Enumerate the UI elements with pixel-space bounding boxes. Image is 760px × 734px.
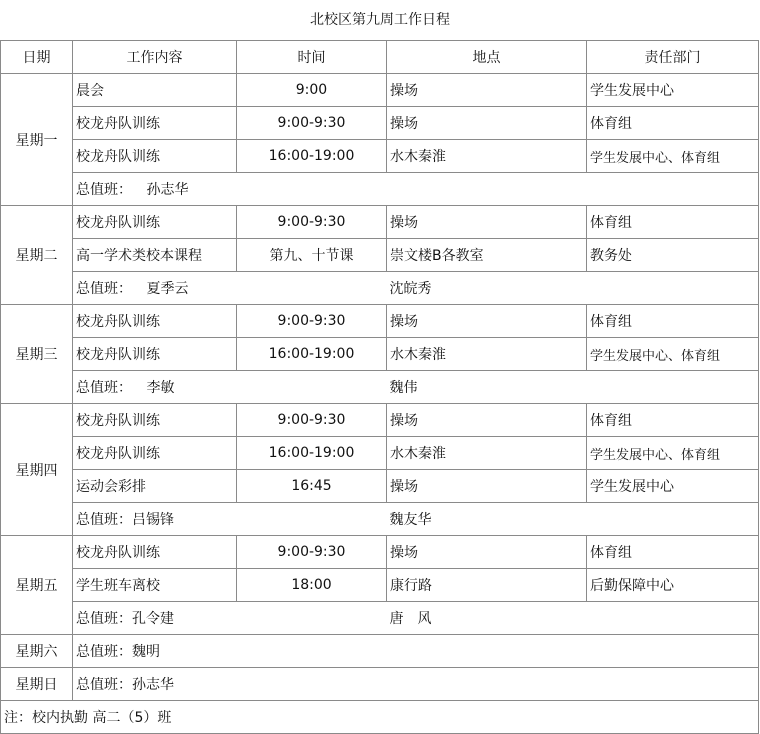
time-cell: 16:00-19:00 — [237, 437, 387, 470]
table-row — [1, 206, 759, 239]
place-cell: 水木秦淮 — [387, 338, 587, 371]
table-row — [1, 404, 759, 437]
time-cell: 9:00-9:30 — [237, 536, 387, 569]
dept-cell: 体育组 — [587, 404, 759, 437]
dept-cell: 学生发展中心、体育组 — [587, 437, 759, 470]
duty-person: 李敏 — [146, 380, 175, 396]
dept-cell: 学生发展中心 — [587, 74, 759, 107]
content-cell: 校龙舟队训练 — [73, 338, 237, 371]
content-cell: 运动会彩排 — [73, 470, 237, 503]
dept-cell: 教务处 — [587, 239, 759, 272]
duty-person: 孔令建 — [132, 611, 174, 627]
time-cell: 9:00-9:30 — [237, 107, 387, 140]
place-cell: 操场 — [387, 305, 587, 338]
duty-cell — [73, 602, 387, 635]
day-cell-saturday: 星期六 — [1, 635, 73, 668]
content-cell: 校龙舟队训练 — [73, 536, 237, 569]
place-cell: 操场 — [387, 470, 587, 503]
day-cell-tuesday: 星期二 — [1, 206, 73, 305]
header-row — [1, 41, 759, 74]
day-cell-monday: 星期一 — [1, 74, 73, 206]
place-cell: 操场 — [387, 404, 587, 437]
table-row — [1, 107, 759, 140]
content-cell: 校龙舟队训练 — [73, 206, 237, 239]
table-row — [1, 437, 759, 470]
dept-cell: 学生发展中心、体育组 — [587, 140, 759, 173]
table-row — [1, 74, 759, 107]
dept-cell: 体育组 — [587, 305, 759, 338]
duty-person-2: 魏友华 — [387, 503, 759, 536]
duty-person: 孙志华 — [146, 182, 189, 198]
duty-row — [1, 173, 759, 206]
time-cell: 9:00-9:30 — [237, 305, 387, 338]
time-cell: 9:00 — [237, 74, 387, 107]
dept-cell: 学生发展中心、体育组 — [587, 338, 759, 371]
dept-cell: 体育组 — [587, 107, 759, 140]
place-cell: 操场 — [387, 206, 587, 239]
dept-cell: 体育组 — [587, 206, 759, 239]
header-time: 时间 — [237, 41, 387, 74]
duty-person: 吕锡锋 — [132, 512, 174, 528]
schedule-table — [0, 40, 759, 734]
weekend-row — [1, 668, 759, 701]
day-cell-wednesday: 星期三 — [1, 305, 73, 404]
content-cell: 校龙舟队训练 — [73, 404, 237, 437]
duty-cell — [73, 668, 759, 701]
duty-person: 孙志华 — [132, 677, 174, 693]
duty-row — [1, 272, 759, 305]
dept-cell: 后勤保障中心 — [587, 569, 759, 602]
duty-cell — [73, 173, 759, 206]
content-cell: 校龙舟队训练 — [73, 437, 237, 470]
table-row — [1, 140, 759, 173]
table-row — [1, 305, 759, 338]
note-row — [1, 701, 759, 734]
header-dept: 责任部门 — [587, 41, 759, 74]
place-cell: 操场 — [387, 536, 587, 569]
time-cell: 18:00 — [237, 569, 387, 602]
header-date: 日期 — [1, 41, 73, 74]
dept-cell: 体育组 — [587, 536, 759, 569]
weekend-row — [1, 635, 759, 668]
duty-person: 魏明 — [132, 644, 160, 660]
content-cell: 校龙舟队训练 — [73, 140, 237, 173]
day-cell-sunday: 星期日 — [1, 668, 73, 701]
content-cell: 学生班车离校 — [73, 569, 237, 602]
place-cell: 崇文楼B各教室 — [387, 239, 587, 272]
content-cell: 晨会 — [73, 74, 237, 107]
duty-cell — [73, 371, 387, 404]
table-row — [1, 536, 759, 569]
table-row — [1, 338, 759, 371]
duty-person: 夏季云 — [146, 281, 189, 297]
time-cell: 16:00-19:00 — [237, 140, 387, 173]
dept-cell: 学生发展中心 — [587, 470, 759, 503]
duty-label: 总值班： — [76, 644, 132, 660]
duty-row — [1, 371, 759, 404]
duty-cell — [73, 272, 387, 305]
duty-row — [1, 602, 759, 635]
day-cell-friday: 星期五 — [1, 536, 73, 635]
duty-cell — [73, 635, 759, 668]
duty-label: 总值班： — [76, 281, 132, 297]
page-title: 北校区第九周工作日程 — [310, 12, 450, 28]
place-cell: 水木秦淮 — [387, 437, 587, 470]
duty-person-2: 沈皖秀 — [387, 272, 759, 305]
duty-cell — [73, 503, 387, 536]
time-cell: 16:45 — [237, 470, 387, 503]
place-cell: 水木秦淮 — [387, 140, 587, 173]
duty-person-2: 魏伟 — [387, 371, 759, 404]
table-row — [1, 470, 759, 503]
place-cell: 操场 — [387, 107, 587, 140]
place-cell: 康行路 — [387, 569, 587, 602]
duty-label: 总值班： — [76, 182, 132, 198]
content-cell: 校龙舟队训练 — [73, 107, 237, 140]
duty-label: 总值班： — [76, 380, 132, 396]
day-cell-thursday: 星期四 — [1, 404, 73, 536]
time-cell: 9:00-9:30 — [237, 404, 387, 437]
table-row — [1, 569, 759, 602]
time-cell: 第九、十节课 — [237, 239, 387, 272]
duty-row — [1, 503, 759, 536]
content-cell: 高一学术类校本课程 — [73, 239, 237, 272]
content-cell: 校龙舟队训练 — [73, 305, 237, 338]
duty-label: 总值班： — [76, 677, 132, 693]
place-cell: 操场 — [387, 74, 587, 107]
duty-label: 总值班： — [76, 611, 132, 627]
time-cell: 16:00-19:00 — [237, 338, 387, 371]
time-cell: 9:00-9:30 — [237, 206, 387, 239]
note-cell: 注：校内执勤 高二（5）班 — [1, 701, 759, 734]
duty-label: 总值班： — [76, 512, 132, 528]
duty-person-2: 唐 风 — [387, 602, 759, 635]
header-content: 工作内容 — [73, 41, 237, 74]
header-place: 地点 — [387, 41, 587, 74]
table-row — [1, 239, 759, 272]
